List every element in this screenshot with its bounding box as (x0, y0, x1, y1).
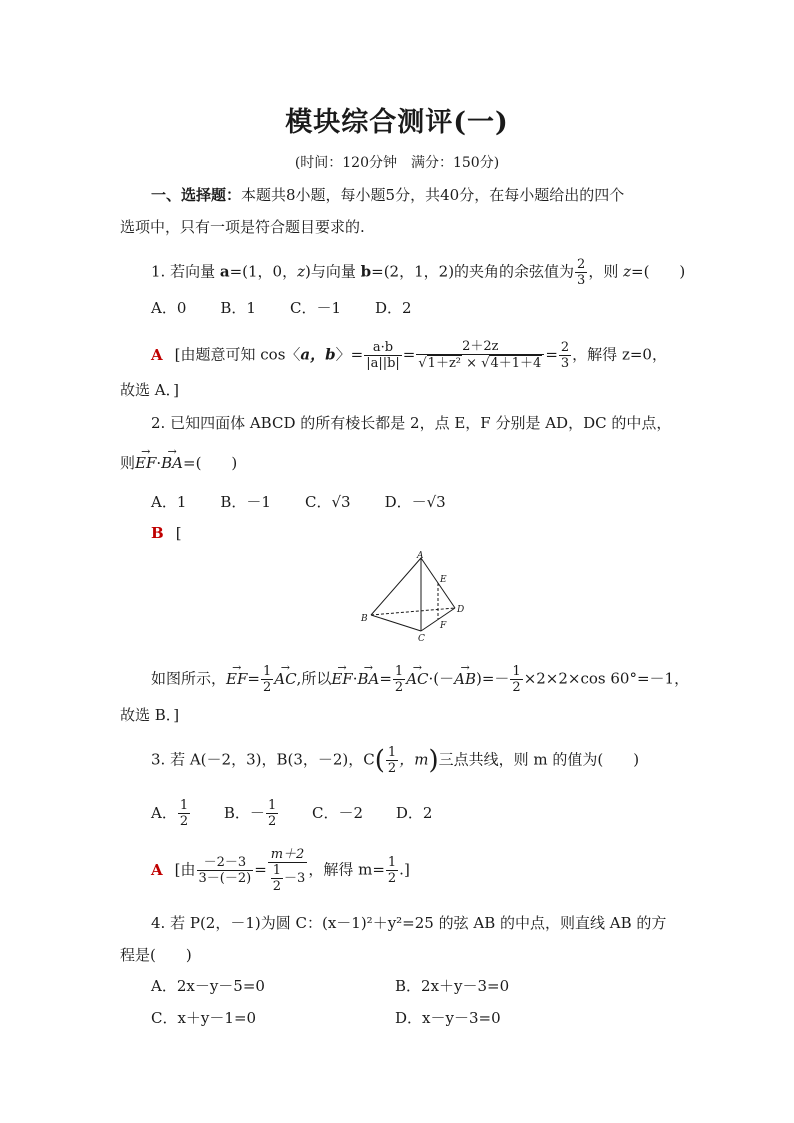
option-c: C．－1 (289, 299, 341, 317)
answer-badge: A (151, 345, 163, 364)
label-f: F (440, 621, 447, 631)
fraction: m＋2 $\frac{1}{2}$ －3 (268, 847, 308, 894)
fraction: $\frac{2+2z}{\text{√1＋z² × √4＋1＋4}}$ (416, 339, 544, 372)
fraction: $\frac{1}{2}$ (262, 664, 272, 695)
label-a: A (417, 551, 424, 561)
fraction: $\frac{1}{2}$ (512, 664, 521, 695)
edge-ab (371, 558, 421, 615)
option-a: A．0 (151, 299, 187, 317)
label-d: D (457, 605, 465, 615)
exam-info: (时间：120分钟 满分：150分) (294, 155, 500, 171)
section-intro-a: 本题共8小题，每小题5分，共40分，在每小题给出的四个 (241, 186, 625, 204)
vector-b: b (360, 262, 372, 281)
option-d: D．2 (395, 803, 433, 822)
option-c: C．√3 (304, 493, 351, 511)
option-d: D．－√3 (384, 493, 446, 511)
vector-a: a (219, 262, 230, 281)
section-label: 一、选择题： (151, 186, 242, 204)
option-a: A．1 (151, 493, 187, 511)
fraction: $\frac{2}{3}$ (577, 257, 586, 288)
fraction: $\frac{1}{2}$ (387, 745, 397, 776)
option-c: C．x＋y－1=0 (151, 1009, 257, 1027)
question-3-stem: 3. 若 A(－2，3)，B(3，－2)，C( $\frac{1}{2}$ ，m)三点共线，则 m 的值为( ) (151, 745, 640, 776)
question-2-solution: 如图所示，→ EF= $\frac{1}{2}$ → AC,所以→ EF·→ BA= $\frac{1}{2}$ → AC·(－→ AB)=－ $\frac{1}{2}$ ×2×2×cos 60°=－1， (151, 664, 689, 695)
option-a: A．2x－y－5=0 (151, 977, 265, 995)
question-2-options (151, 492, 480, 512)
question-2-stem-b: 则→ EF·→ BA=( ) (120, 453, 237, 473)
fraction: $\frac{-2-3}{3-(-2)}$ (198, 855, 252, 886)
option-b: B．－ $\frac{1}{2}$ (223, 798, 277, 829)
question-2-stem: 2. 已知四面体 ABCD 的所有棱长都是 2，点 E，F 分别是 AD，DC 的中点， (151, 414, 672, 432)
fraction: $\frac{1}{2}$ (387, 855, 397, 886)
question-2-answer: B [ (151, 524, 182, 542)
option-b: B．－1 (220, 493, 271, 511)
fraction: $\frac{a\cdot b}{|a||b|}$ (366, 340, 400, 371)
option-a: A． $\frac{1}{2}$ (151, 798, 189, 829)
answer-badge: B (151, 524, 164, 542)
answer-badge: A (151, 860, 163, 879)
question-1-solution: A [由题意可知 cos〈a，b〉= $\frac{a\cdot b}{|a||b|}$ = $\frac{2+2z}{\text{√1＋z² × √4＋1＋4}}$ = $\frac{2}{3}$ ，解得 z=0， (151, 339, 667, 371)
question-4-stem-b: 程是( ) (120, 946, 192, 964)
question-2-solution-end: 故选 B．] (120, 706, 180, 724)
vector-ef: → EF (135, 453, 156, 473)
page-title: 模块综合测评(一) (285, 107, 509, 138)
edge-bd-hidden (371, 608, 455, 615)
question-4-stem: 4. 若 P(2，－1)为圆 C：(x－1)²＋y²=25 的弦 AB 的中点，则直线 AB 的方 (151, 914, 667, 932)
question-1-options (151, 298, 446, 318)
section-intro-b: 选项中，只有一项是符合题目要求的. (120, 218, 365, 236)
label-b: B (361, 614, 368, 624)
edge-cd (421, 608, 455, 631)
option-c: C．－2 (312, 803, 364, 822)
fraction: $\frac{2}{3}$ (560, 340, 570, 371)
question-1-solution-end: 故选 A．] (120, 381, 179, 399)
section-heading (151, 185, 624, 205)
option-d: D．2 (375, 299, 412, 317)
tetrahedron-figure (355, 548, 475, 644)
option-d: D．x－y－3=0 (395, 1009, 501, 1027)
option-b: B．2x＋y－3=0 (395, 977, 510, 995)
edge-bc (371, 615, 421, 631)
question-1-stem: 1. 若向量 a=(1，0，z)与向量 b=(2，1，2)的夹角的余弦值为 $\frac{2}{3}$ ，则 z=( ) (151, 257, 686, 288)
option-b: B．1 (220, 299, 256, 317)
vector-ba: → BA (161, 453, 183, 473)
question-3-solution: A [由 $\frac{-2-3}{3-(-2)}$ = m＋2 $\frac{1}{2}$ －3 ，解得 m= $\frac{1}{2}$ .] (151, 847, 410, 894)
label-e: E (440, 575, 447, 585)
fraction: $\frac{1}{2}$ (394, 664, 404, 695)
question-3-options (151, 798, 432, 829)
label-c: C (418, 634, 425, 644)
